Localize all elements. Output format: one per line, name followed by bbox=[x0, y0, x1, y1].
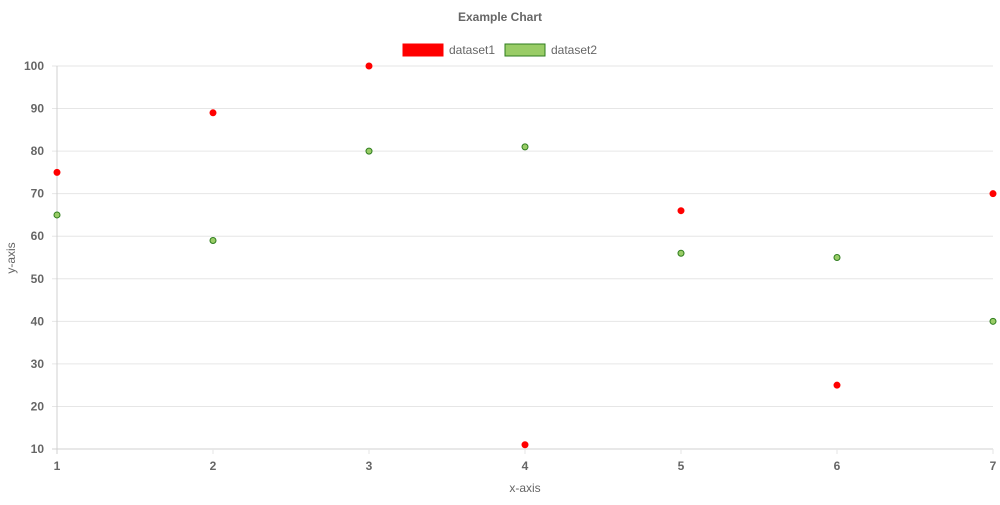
legend-label-dataset2[interactable]: dataset2 bbox=[551, 43, 598, 57]
point-dataset2-x4[interactable] bbox=[522, 144, 528, 150]
x-tick-label-1: 1 bbox=[53, 459, 61, 473]
chart-title: Example Chart bbox=[457, 10, 543, 24]
y-axis-title: y-axis bbox=[4, 242, 18, 274]
point-dataset1-x6[interactable] bbox=[834, 382, 840, 388]
point-dataset1-x1[interactable] bbox=[54, 169, 60, 175]
point-dataset1-x5[interactable] bbox=[678, 208, 684, 214]
x-tick-label-2: 2 bbox=[209, 459, 217, 473]
x-tick-label-7: 7 bbox=[989, 459, 997, 473]
x-tick-label-3: 3 bbox=[365, 459, 373, 473]
y-tick-label-60: 60 bbox=[30, 229, 44, 244]
grid-lines bbox=[52, 66, 993, 454]
x-tick-label-5: 5 bbox=[677, 459, 685, 473]
x-tick-label-6: 6 bbox=[833, 459, 841, 473]
legend bbox=[403, 43, 597, 57]
point-dataset1-x7[interactable] bbox=[990, 191, 996, 197]
y-tick-label-70: 70 bbox=[30, 186, 44, 201]
y-tick-label-30: 30 bbox=[30, 356, 44, 371]
y-tick-label-40: 40 bbox=[30, 314, 44, 329]
point-dataset2-x7[interactable] bbox=[990, 318, 996, 324]
legend-swatch-dataset2[interactable] bbox=[505, 44, 545, 56]
legend-label-dataset1[interactable]: dataset1 bbox=[449, 43, 496, 57]
x-axis-ticks bbox=[54, 459, 997, 473]
x-axis-title: x-axis bbox=[509, 481, 541, 495]
point-dataset1-x2[interactable] bbox=[210, 110, 216, 116]
legend-swatch-dataset1[interactable] bbox=[403, 44, 443, 56]
point-dataset2-x1[interactable] bbox=[54, 212, 60, 218]
data-points bbox=[54, 63, 996, 448]
point-dataset2-x2[interactable] bbox=[210, 237, 216, 243]
point-dataset1-x3[interactable] bbox=[366, 63, 372, 69]
y-tick-label-90: 90 bbox=[30, 101, 44, 116]
y-tick-label-50: 50 bbox=[30, 271, 44, 286]
point-dataset2-x6[interactable] bbox=[834, 255, 840, 261]
y-axis-ticks bbox=[24, 59, 44, 456]
y-tick-label-80: 80 bbox=[30, 144, 44, 159]
y-tick-label-20: 20 bbox=[30, 399, 44, 414]
point-dataset2-x5[interactable] bbox=[678, 250, 684, 256]
y-tick-label-10: 10 bbox=[30, 442, 44, 456]
point-dataset1-x4[interactable] bbox=[522, 442, 528, 448]
point-dataset2-x3[interactable] bbox=[366, 148, 372, 154]
y-tick-label-100: 100 bbox=[23, 59, 44, 73]
x-tick-label-4: 4 bbox=[521, 459, 529, 473]
